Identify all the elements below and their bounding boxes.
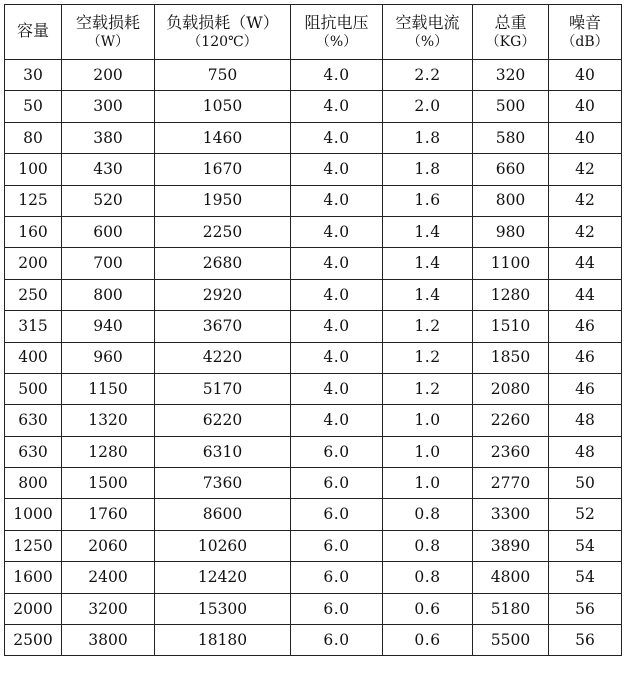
cell-capacity: 80 xyxy=(5,122,62,153)
cell-impedance-voltage: 6.0 xyxy=(291,562,383,593)
cell-no-load-current: 1.4 xyxy=(383,216,473,247)
table-row xyxy=(5,373,622,404)
cell-total-weight: 580 xyxy=(473,122,549,153)
cell-capacity: 125 xyxy=(5,185,62,216)
cell-load-loss: 7360 xyxy=(155,468,291,499)
table-header xyxy=(5,5,622,60)
cell-total-weight: 1100 xyxy=(473,248,549,279)
cell-total-weight: 2770 xyxy=(473,468,549,499)
cell-no-load-loss: 1500 xyxy=(62,468,155,499)
table-row xyxy=(5,279,622,310)
cell-load-loss: 1050 xyxy=(155,91,291,122)
cell-load-loss: 2250 xyxy=(155,216,291,247)
cell-impedance-voltage: 6.0 xyxy=(291,499,383,530)
cell-load-loss: 1950 xyxy=(155,185,291,216)
table-row xyxy=(5,593,622,624)
cell-impedance-voltage: 4.0 xyxy=(291,405,383,436)
cell-total-weight: 660 xyxy=(473,154,549,185)
cell-capacity: 630 xyxy=(5,405,62,436)
cell-load-loss: 8600 xyxy=(155,499,291,530)
cell-noise: 48 xyxy=(549,405,622,436)
table-body xyxy=(5,60,622,656)
cell-no-load-current: 1.8 xyxy=(383,122,473,153)
cell-impedance-voltage: 4.0 xyxy=(291,122,383,153)
cell-no-load-loss: 3800 xyxy=(62,625,155,656)
cell-no-load-current: 1.4 xyxy=(383,279,473,310)
cell-noise: 40 xyxy=(549,60,622,91)
cell-capacity: 800 xyxy=(5,468,62,499)
header-unit: （W） xyxy=(86,34,130,51)
cell-total-weight: 1850 xyxy=(473,342,549,373)
header-title: 阻抗电压 xyxy=(304,13,369,32)
cell-capacity: 50 xyxy=(5,91,62,122)
cell-no-load-loss: 200 xyxy=(62,60,155,91)
cell-noise: 50 xyxy=(549,468,622,499)
cell-noise: 44 xyxy=(549,279,622,310)
table-row xyxy=(5,405,622,436)
header-noise xyxy=(549,5,622,60)
header-unit: （120℃） xyxy=(187,34,258,51)
cell-capacity: 400 xyxy=(5,342,62,373)
cell-no-load-current: 2.2 xyxy=(383,60,473,91)
cell-impedance-voltage: 4.0 xyxy=(291,154,383,185)
cell-impedance-voltage: 6.0 xyxy=(291,593,383,624)
cell-no-load-current: 0.8 xyxy=(383,499,473,530)
cell-capacity: 315 xyxy=(5,311,62,342)
cell-total-weight: 1510 xyxy=(473,311,549,342)
cell-noise: 46 xyxy=(549,373,622,404)
cell-impedance-voltage: 4.0 xyxy=(291,91,383,122)
cell-load-loss: 15300 xyxy=(155,593,291,624)
header-title: 噪音 xyxy=(568,13,601,32)
cell-impedance-voltage: 6.0 xyxy=(291,468,383,499)
cell-no-load-current: 0.6 xyxy=(383,593,473,624)
cell-load-loss: 2680 xyxy=(155,248,291,279)
cell-capacity: 1000 xyxy=(5,499,62,530)
header-title: 空载电流 xyxy=(395,13,460,32)
header-row xyxy=(5,5,622,60)
cell-total-weight: 5500 xyxy=(473,625,549,656)
cell-no-load-current: 1.0 xyxy=(383,436,473,467)
cell-impedance-voltage: 6.0 xyxy=(291,625,383,656)
cell-total-weight: 3300 xyxy=(473,499,549,530)
cell-total-weight: 500 xyxy=(473,91,549,122)
header-title: 空载损耗 xyxy=(75,13,140,32)
table-row xyxy=(5,342,622,373)
cell-no-load-loss: 300 xyxy=(62,91,155,122)
cell-capacity: 200 xyxy=(5,248,62,279)
cell-capacity: 2500 xyxy=(5,625,62,656)
table-row xyxy=(5,185,622,216)
table-row xyxy=(5,562,622,593)
cell-no-load-current: 0.8 xyxy=(383,562,473,593)
cell-noise: 40 xyxy=(549,122,622,153)
cell-load-loss: 2920 xyxy=(155,279,291,310)
cell-load-loss: 10260 xyxy=(155,530,291,561)
cell-no-load-current: 1.2 xyxy=(383,342,473,373)
cell-no-load-current: 1.2 xyxy=(383,311,473,342)
cell-no-load-loss: 700 xyxy=(62,248,155,279)
cell-noise: 44 xyxy=(549,248,622,279)
cell-no-load-current: 1.8 xyxy=(383,154,473,185)
cell-no-load-loss: 520 xyxy=(62,185,155,216)
cell-no-load-loss: 960 xyxy=(62,342,155,373)
cell-load-loss: 18180 xyxy=(155,625,291,656)
cell-noise: 56 xyxy=(549,625,622,656)
table-row xyxy=(5,60,622,91)
cell-capacity: 250 xyxy=(5,279,62,310)
cell-noise: 42 xyxy=(549,154,622,185)
cell-capacity: 100 xyxy=(5,154,62,185)
header-unit: （%） xyxy=(406,34,449,51)
cell-impedance-voltage: 4.0 xyxy=(291,279,383,310)
cell-noise: 52 xyxy=(549,499,622,530)
cell-no-load-loss: 1150 xyxy=(62,373,155,404)
cell-no-load-current: 0.6 xyxy=(383,625,473,656)
cell-impedance-voltage: 4.0 xyxy=(291,311,383,342)
header-capacity xyxy=(5,5,62,60)
table-row xyxy=(5,122,622,153)
cell-noise: 40 xyxy=(549,91,622,122)
header-title: 容量 xyxy=(16,21,49,41)
cell-impedance-voltage: 4.0 xyxy=(291,185,383,216)
cell-no-load-current: 1.2 xyxy=(383,373,473,404)
cell-no-load-current: 1.0 xyxy=(383,468,473,499)
cell-load-loss: 1670 xyxy=(155,154,291,185)
cell-no-load-loss: 800 xyxy=(62,279,155,310)
cell-capacity: 2000 xyxy=(5,593,62,624)
table-row xyxy=(5,91,622,122)
header-no-load-current xyxy=(383,5,473,60)
cell-no-load-loss: 1280 xyxy=(62,436,155,467)
table-row xyxy=(5,530,622,561)
table-row xyxy=(5,436,622,467)
cell-no-load-current: 1.6 xyxy=(383,185,473,216)
cell-load-loss: 3670 xyxy=(155,311,291,342)
cell-load-loss: 6310 xyxy=(155,436,291,467)
cell-total-weight: 5180 xyxy=(473,593,549,624)
table-row xyxy=(5,248,622,279)
cell-total-weight: 320 xyxy=(473,60,549,91)
cell-noise: 48 xyxy=(549,436,622,467)
header-unit: （%） xyxy=(315,34,358,51)
table-row xyxy=(5,154,622,185)
header-total-weight xyxy=(473,5,549,60)
cell-impedance-voltage: 4.0 xyxy=(291,60,383,91)
cell-no-load-current: 1.4 xyxy=(383,248,473,279)
cell-load-loss: 5170 xyxy=(155,373,291,404)
cell-total-weight: 2080 xyxy=(473,373,549,404)
cell-load-loss: 6220 xyxy=(155,405,291,436)
cell-impedance-voltage: 4.0 xyxy=(291,342,383,373)
cell-no-load-current: 1.0 xyxy=(383,405,473,436)
cell-noise: 54 xyxy=(549,562,622,593)
transformer-spec-table xyxy=(4,4,622,656)
table-row xyxy=(5,625,622,656)
cell-capacity: 500 xyxy=(5,373,62,404)
cell-no-load-current: 2.0 xyxy=(383,91,473,122)
cell-total-weight: 4800 xyxy=(473,562,549,593)
header-unit: （KG） xyxy=(485,34,536,51)
cell-noise: 46 xyxy=(549,342,622,373)
cell-no-load-loss: 430 xyxy=(62,154,155,185)
table-row xyxy=(5,216,622,247)
cell-capacity: 630 xyxy=(5,436,62,467)
cell-total-weight: 2360 xyxy=(473,436,549,467)
cell-no-load-loss: 3200 xyxy=(62,593,155,624)
cell-impedance-voltage: 4.0 xyxy=(291,216,383,247)
cell-noise: 46 xyxy=(549,311,622,342)
header-impedance-voltage xyxy=(291,5,383,60)
cell-load-loss: 1460 xyxy=(155,122,291,153)
cell-no-load-loss: 2400 xyxy=(62,562,155,593)
table-row xyxy=(5,468,622,499)
cell-no-load-loss: 1320 xyxy=(62,405,155,436)
cell-total-weight: 1280 xyxy=(473,279,549,310)
cell-impedance-voltage: 6.0 xyxy=(291,530,383,561)
cell-total-weight: 800 xyxy=(473,185,549,216)
cell-no-load-current: 0.8 xyxy=(383,530,473,561)
cell-no-load-loss: 2060 xyxy=(62,530,155,561)
cell-load-loss: 750 xyxy=(155,60,291,91)
header-no-load-loss xyxy=(62,5,155,60)
cell-capacity: 1600 xyxy=(5,562,62,593)
cell-capacity: 160 xyxy=(5,216,62,247)
cell-no-load-loss: 380 xyxy=(62,122,155,153)
table-row xyxy=(5,311,622,342)
cell-load-loss: 4220 xyxy=(155,342,291,373)
cell-noise: 42 xyxy=(549,216,622,247)
cell-load-loss: 12420 xyxy=(155,562,291,593)
cell-total-weight: 980 xyxy=(473,216,549,247)
cell-capacity: 30 xyxy=(5,60,62,91)
header-load-loss xyxy=(155,5,291,60)
cell-noise: 56 xyxy=(549,593,622,624)
cell-no-load-loss: 1760 xyxy=(62,499,155,530)
header-title: 负载损耗（W） xyxy=(166,13,279,32)
cell-noise: 42 xyxy=(549,185,622,216)
cell-impedance-voltage: 4.0 xyxy=(291,373,383,404)
cell-impedance-voltage: 4.0 xyxy=(291,248,383,279)
cell-impedance-voltage: 6.0 xyxy=(291,436,383,467)
table-row xyxy=(5,499,622,530)
cell-no-load-loss: 600 xyxy=(62,216,155,247)
header-unit: （dB） xyxy=(561,34,609,51)
header-title: 总重 xyxy=(494,13,527,32)
cell-total-weight: 3890 xyxy=(473,530,549,561)
cell-capacity: 1250 xyxy=(5,530,62,561)
cell-total-weight: 2260 xyxy=(473,405,549,436)
cell-noise: 54 xyxy=(549,530,622,561)
cell-no-load-loss: 940 xyxy=(62,311,155,342)
